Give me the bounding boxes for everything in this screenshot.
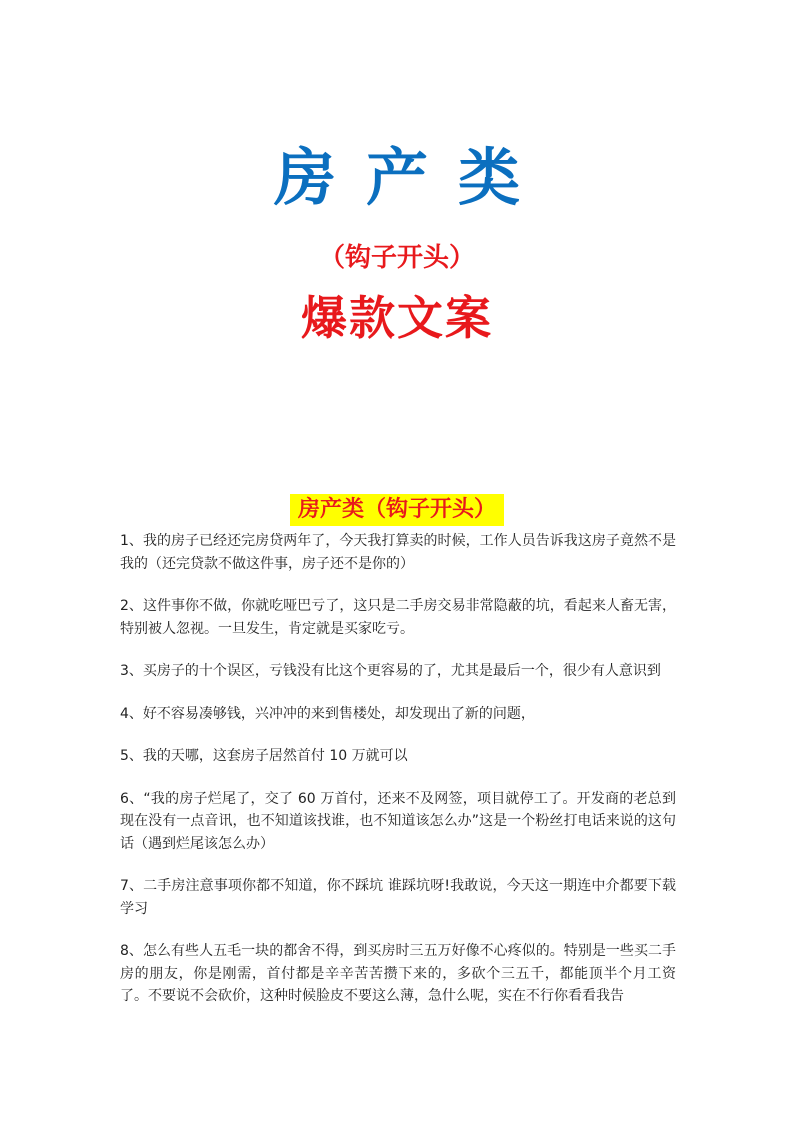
list-item: 4、好不容易凑够钱，兴冲冲的来到售楼处，却发现出了新的问题， bbox=[120, 705, 535, 722]
cover-subtitle: （钩子开头） bbox=[318, 243, 475, 273]
list-item: 8、怎么有些人五毛一块的都舍不得，到买房时三五万好像不心疼似的。特别是一些买二手房的朋友，你是刚需，首付都是辛辛苦苦攒下来的，多砍个三五千，都能顶半个月工资了。不要说不会砍价，这种时候脸皮不要这么薄，急什么呢，实在不行你看看我告 bbox=[120, 943, 676, 1004]
section-heading-container bbox=[0, 494, 794, 526]
item-list bbox=[120, 530, 676, 1028]
list-item: 5、我的天哪，这套房子居然首付 10 万就可以 bbox=[120, 748, 408, 764]
list-item: 7、二手房注意事项你都不知道，你不踩坑 谁踩坑呀!我敢说，今天这一期连中介都要下载学习 bbox=[120, 878, 676, 917]
list-item: 2、这件事你不做，你就吃哑巴亏了，这只是二手房交易非常隐蔽的坑，看起来人畜无害，特别被人忽视。一旦发生，肯定就是买家吃亏。 bbox=[120, 598, 676, 637]
list-item: 1、我的房子已经还完房贷两年了，今天我打算卖的时候，工作人员告诉我这房子竟然不是我的（还完贷款不做这件事，房子还不是你的） bbox=[120, 533, 676, 572]
cover-title: 房产类 bbox=[273, 141, 550, 214]
list-item: 6、“我的房子烂尾了，交了 60 万首付，还来不及网签，项目就停工了。开发商的老总到现在没有一点音讯，也不知道该找谁，也不知道该怎么办”这是一个粉丝打电话来说的这句话（遇到烂尾该怎么办） bbox=[120, 790, 676, 852]
section-heading: 房产类（钩子开头） bbox=[290, 494, 504, 526]
list-item: 3、买房子的十个误区，亏钱没有比这个更容易的了，尤其是最后一个，很少有人意识到 bbox=[120, 663, 661, 679]
cover-main-title: 爆款文案 bbox=[301, 291, 493, 345]
